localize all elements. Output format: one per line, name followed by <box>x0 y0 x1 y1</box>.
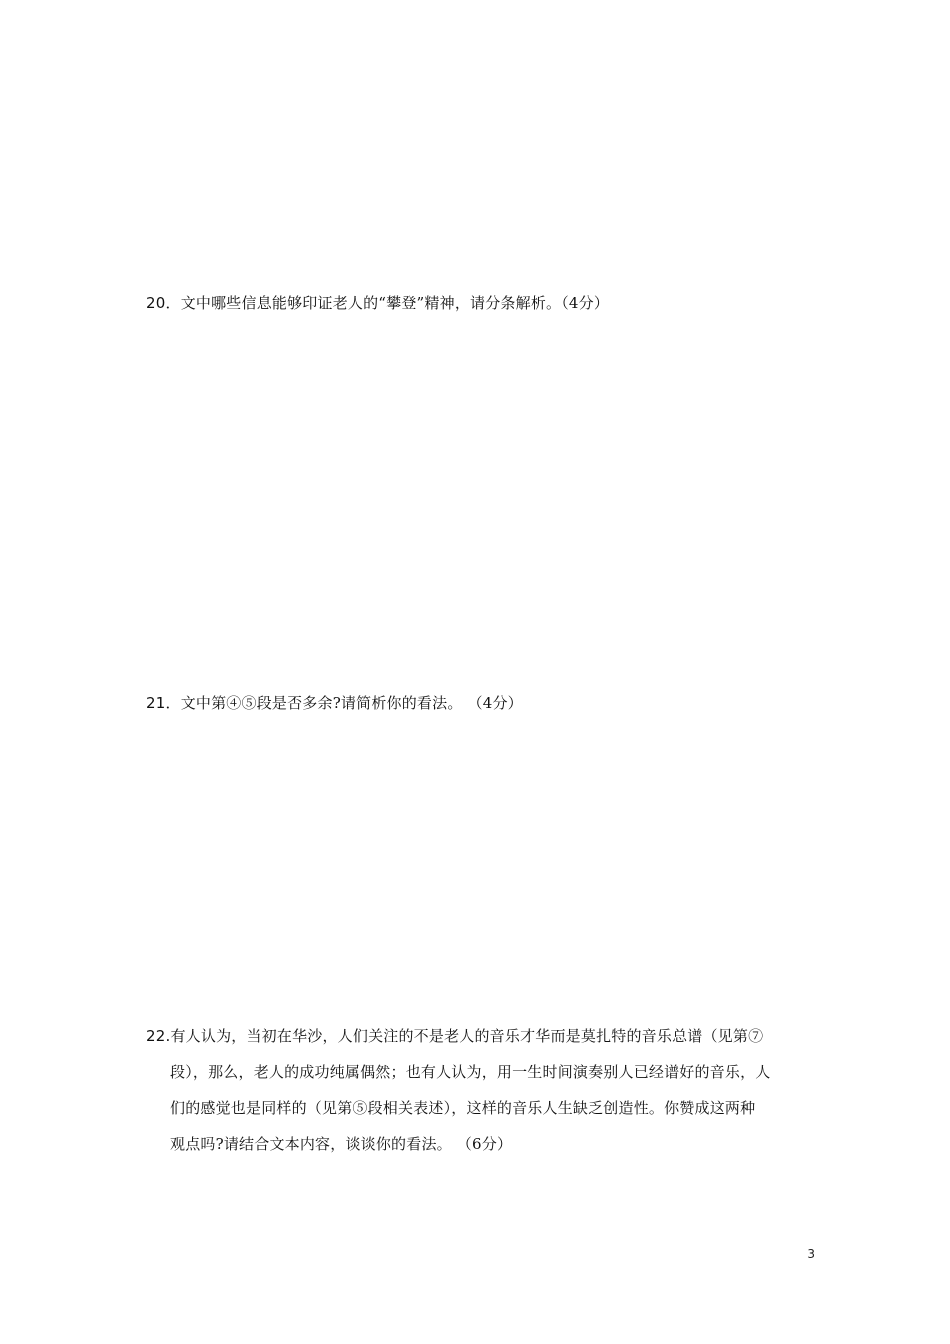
question-22 <box>146 1018 816 1162</box>
question-line <box>146 685 816 721</box>
question-line: 段），那么，老人的成功纯属偶然；也有人认为，用一生时间演奏别人已经谱好的音乐，人 <box>170 1063 771 1081</box>
question-number: 21． <box>146 694 181 712</box>
page-number: 3 <box>807 1247 815 1261</box>
question-line: 们的感觉也是同样的（见第⑤段相关表述），这样的音乐人生缺乏创造性。你赞成这两种 <box>170 1099 756 1117</box>
question-number: 22. <box>146 1027 171 1045</box>
question-20 <box>146 285 816 321</box>
question-text: 文中第④⑤段是否多余?请简析你的看法。 （4分） <box>180 694 523 712</box>
question-text: 文中哪些信息能够印证老人的“攀登”精神，请分条解析。（4分） <box>180 294 610 312</box>
question-line <box>146 285 816 321</box>
question-number: 20． <box>146 294 181 312</box>
question-line: 观点吗?请结合文本内容，谈谈你的看法。 （6分） <box>170 1135 513 1153</box>
question-line <box>146 1018 816 1054</box>
question-21 <box>146 685 816 721</box>
question-text: 有人认为，当初在华沙，人们关注的不是老人的音乐才华而是莫扎特的音乐总谱（见第⑦ <box>170 1027 764 1045</box>
